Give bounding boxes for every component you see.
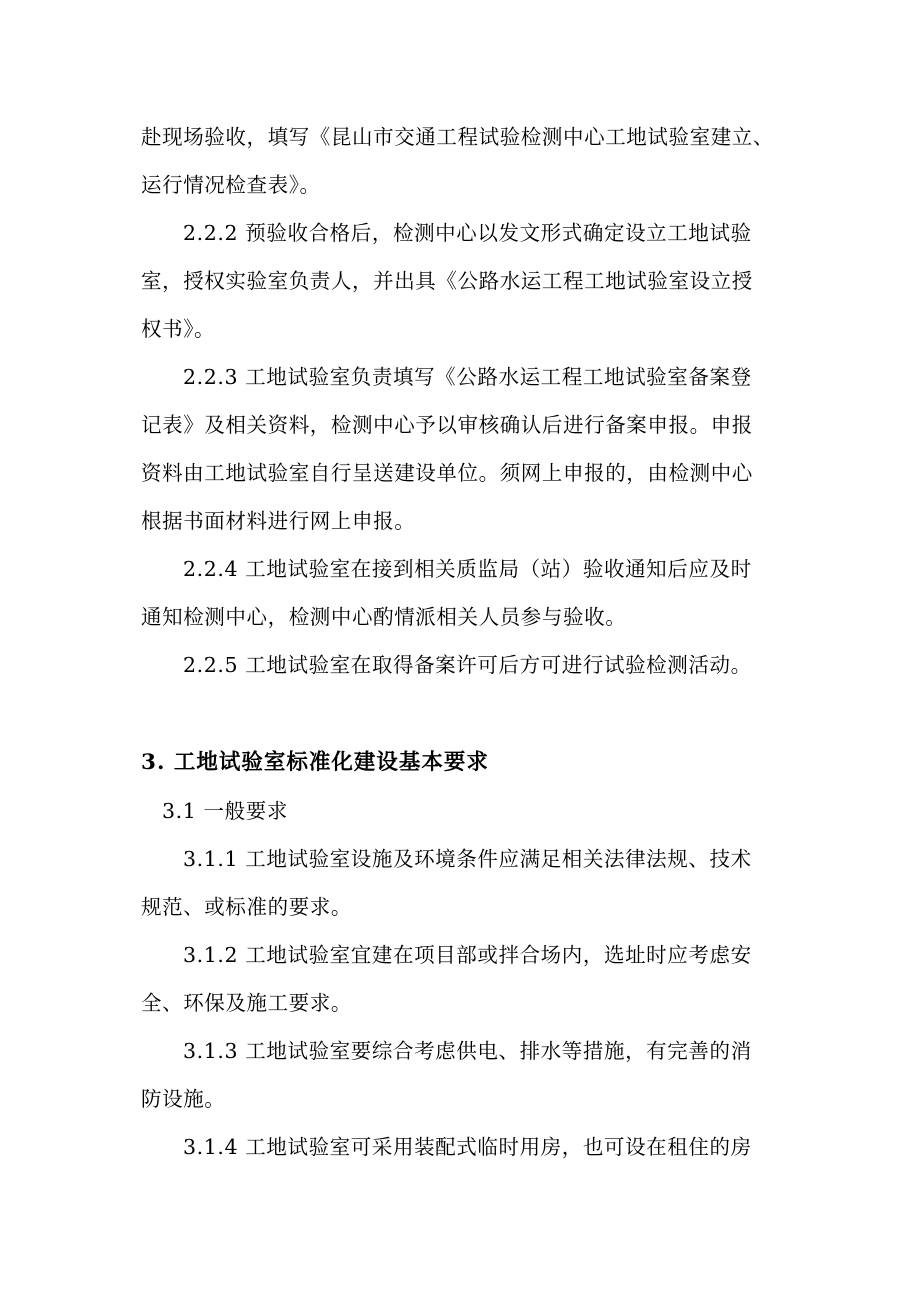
paragraph-line: 通知检测中心，检测中心酌情派相关人员参与验收。	[141, 605, 627, 629]
paragraph-line: 权书》。	[141, 317, 216, 341]
paragraph-line: 全、环保及施工要求。	[141, 991, 352, 1015]
paragraph-line: 3.1.1 工地试验室设施及环境条件应满足相关法律法规、技术	[183, 847, 752, 871]
paragraph-line: 2.2.5 工地试验室在取得备案许可后方可进行试验检测活动。	[183, 653, 752, 677]
paragraph-line: 运行情况检查表》。	[141, 173, 321, 197]
paragraph-line: 防设施。	[141, 1087, 226, 1111]
paragraph-line: 2.2.3 工地试验室负责填写《公路水运工程工地试验室备案登	[183, 365, 752, 389]
paragraph-line: 3.1.3 工地试验室要综合考虑供电、排水等措施，有完善的消	[183, 1039, 752, 1063]
section-heading: 3. 工地试验室标准化建设基本要求	[141, 750, 489, 775]
paragraph-line: 根据书面材料进行网上申报。	[141, 509, 416, 533]
paragraph-line: 3.1.4 工地试验室可采用装配式临时用房，也可设在租住的房	[183, 1135, 752, 1159]
paragraph-line: 资料由工地试验室自行呈送建设单位。须网上申报的，由检测中心	[141, 461, 753, 485]
paragraph-line: 2.2.4 工地试验室在接到相关质监局（站）验收通知后应及时	[183, 557, 752, 581]
paragraph-line: 室，授权实验室负责人，并出具《公路水运工程工地试验室设立授	[141, 269, 753, 293]
paragraph-line: 记表》及相关资料，检测中心予以审核确认后进行备案申报。申报	[141, 413, 753, 437]
paragraph-line: 3.1.2 工地试验室宜建在项目部或拌合场内，选址时应考虑安	[183, 943, 752, 967]
paragraph-line: 2.2.2 预验收合格后，检测中心以发文形式确定设立工地试验	[183, 221, 752, 245]
paragraph-line: 规范、或标准的要求。	[141, 895, 352, 919]
paragraph-line: 赴现场验收，填写《昆山市交通工程试验检测中心工地试验室建立、	[141, 125, 774, 149]
subsection-heading: 3.1 一般要求	[162, 799, 288, 823]
